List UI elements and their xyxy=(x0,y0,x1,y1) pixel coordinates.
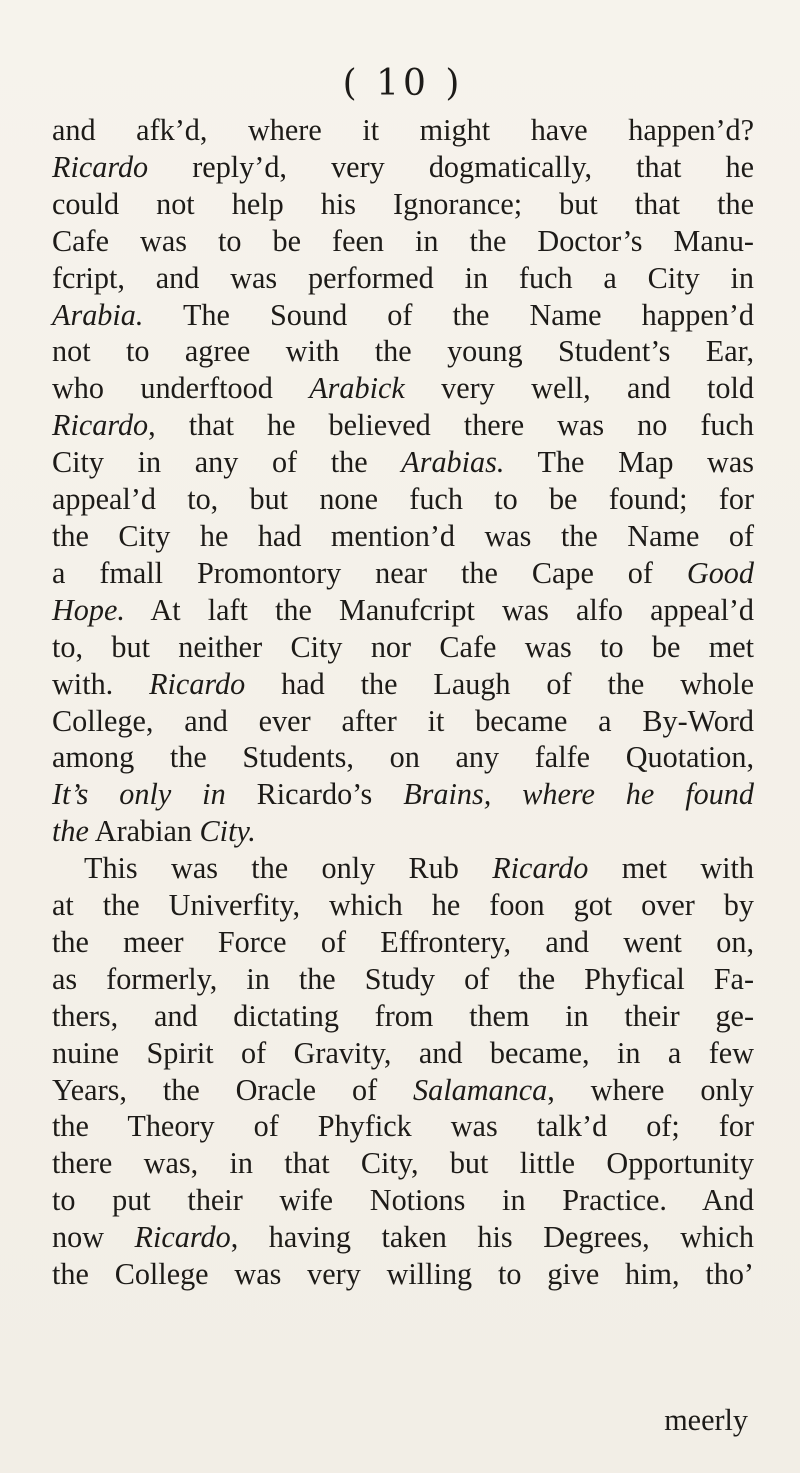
text-run: met with xyxy=(588,851,754,886)
text-line xyxy=(52,444,754,481)
catchword: meerly xyxy=(664,1403,748,1437)
text-line xyxy=(52,629,754,666)
italic-run: It’s only in xyxy=(52,777,226,812)
text-run: City in any of the xyxy=(52,445,402,480)
text-line xyxy=(52,260,754,297)
text-line xyxy=(52,518,754,555)
text-run: could not help his Ignorance; but that the xyxy=(52,186,754,221)
text-line xyxy=(52,850,754,887)
text-run: at the Univerfity, which he foon got over by xyxy=(52,888,754,923)
italic-run: the xyxy=(52,814,89,849)
text-run: Cafe was to be feen in the Doctor’s Manu- xyxy=(52,223,754,258)
text-line xyxy=(52,1182,754,1219)
text-run: and afk’d, where it might have happen’d? xyxy=(52,113,754,147)
text-run: fcript, and was performed in fuch a City in xyxy=(52,260,754,295)
italic-run: Arabias. xyxy=(401,445,505,480)
text-line xyxy=(52,333,754,370)
text-line xyxy=(52,739,754,776)
text-run: among the Students, on any falfe Quotation, xyxy=(52,740,754,775)
text-run: At laft the Manufcript was alfo appeal’d xyxy=(124,592,754,627)
text-line xyxy=(52,1219,754,1256)
text-run: who underftood xyxy=(52,371,310,406)
text-line xyxy=(52,961,754,998)
text-line xyxy=(52,370,754,407)
italic-run: Ricardo xyxy=(52,149,149,184)
text-run: to put their wife Notions in Practice. And xyxy=(52,1183,754,1218)
text-run: Years, the Oracle of xyxy=(52,1072,414,1107)
text-run: as formerly, in the Study of the Phyfical Fa- xyxy=(52,961,754,996)
text-line xyxy=(52,666,754,703)
italic-run: Ricardo xyxy=(492,851,589,886)
text-line xyxy=(52,1072,754,1109)
italic-run: City. xyxy=(199,814,256,849)
text-line xyxy=(52,1145,754,1182)
text-line xyxy=(52,1256,754,1293)
text-run: now xyxy=(52,1220,135,1255)
text-run: not to agree with the young Student’s Ear, xyxy=(52,334,754,369)
text-line xyxy=(52,703,754,740)
text-run: nuine Spirit of Gravity, and became, in a few xyxy=(52,1035,754,1070)
italic-run: Salamanca xyxy=(413,1072,548,1107)
text-run: Ricardo’s xyxy=(225,777,404,812)
italic-run: Arabia. xyxy=(52,297,144,332)
text-line xyxy=(52,592,754,629)
text-run: had the Laugh of the whole xyxy=(245,666,754,701)
body-text xyxy=(52,112,754,1293)
page-number: ( 10 ) xyxy=(342,63,464,104)
italic-run: Brains, where he found xyxy=(403,777,754,812)
text-line xyxy=(52,186,754,223)
text-run: This was the only Rub xyxy=(84,851,493,886)
text-run: to, but neither City nor Cafe was to be met xyxy=(52,629,754,664)
text-line xyxy=(52,149,754,186)
italic-run: Ricardo xyxy=(52,408,149,443)
text-line xyxy=(52,481,754,518)
italic-run: Ricardo xyxy=(149,666,246,701)
text-line xyxy=(52,998,754,1035)
text-line xyxy=(52,112,754,149)
text-run: appeal’d to, but none fuch to be found; for xyxy=(52,482,754,517)
text-run: reply’d, very dogmatically, that he xyxy=(148,149,754,184)
text-run: very well, and told xyxy=(404,371,754,406)
text-line xyxy=(52,1035,754,1072)
text-run: with. xyxy=(52,666,150,701)
text-run: , where only xyxy=(547,1072,754,1107)
text-line xyxy=(52,555,754,592)
text-run: the College was very willing to give him, tho’ xyxy=(52,1257,754,1292)
italic-run: Arabick xyxy=(309,371,405,406)
text-run: Arabian xyxy=(88,814,200,849)
italic-run: Ricardo xyxy=(134,1220,231,1255)
text-run: thers, and dictating from them in their ge- xyxy=(52,998,754,1033)
italic-run: Good xyxy=(686,555,754,590)
text-line xyxy=(52,297,754,334)
text-line xyxy=(52,813,754,850)
text-line xyxy=(52,887,754,924)
text-run: , that he believed there was no fuch xyxy=(148,408,754,443)
text-run: the City he had mention’d was the Name of xyxy=(52,518,754,553)
text-run: the meer Force of Effrontery, and went on, xyxy=(52,924,754,959)
text-line xyxy=(52,407,754,444)
text-run: there was, in that City, but little Opportunity xyxy=(52,1146,754,1181)
text-line xyxy=(52,1108,754,1145)
text-line xyxy=(52,924,754,961)
text-run: The Map was xyxy=(504,445,754,480)
text-run: , having taken his Degrees, which xyxy=(230,1220,754,1255)
text-run: The Sound of the Name happen’d xyxy=(143,297,754,332)
text-line xyxy=(52,223,754,260)
text-run: College, and ever after it became a By-Word xyxy=(52,703,754,738)
text-run: a fmall Promontory near the Cape of xyxy=(52,555,687,590)
text-line xyxy=(52,776,754,813)
text-run: the Theory of Phyfick was talk’d of; for xyxy=(52,1109,754,1144)
italic-run: Hope. xyxy=(52,592,125,627)
